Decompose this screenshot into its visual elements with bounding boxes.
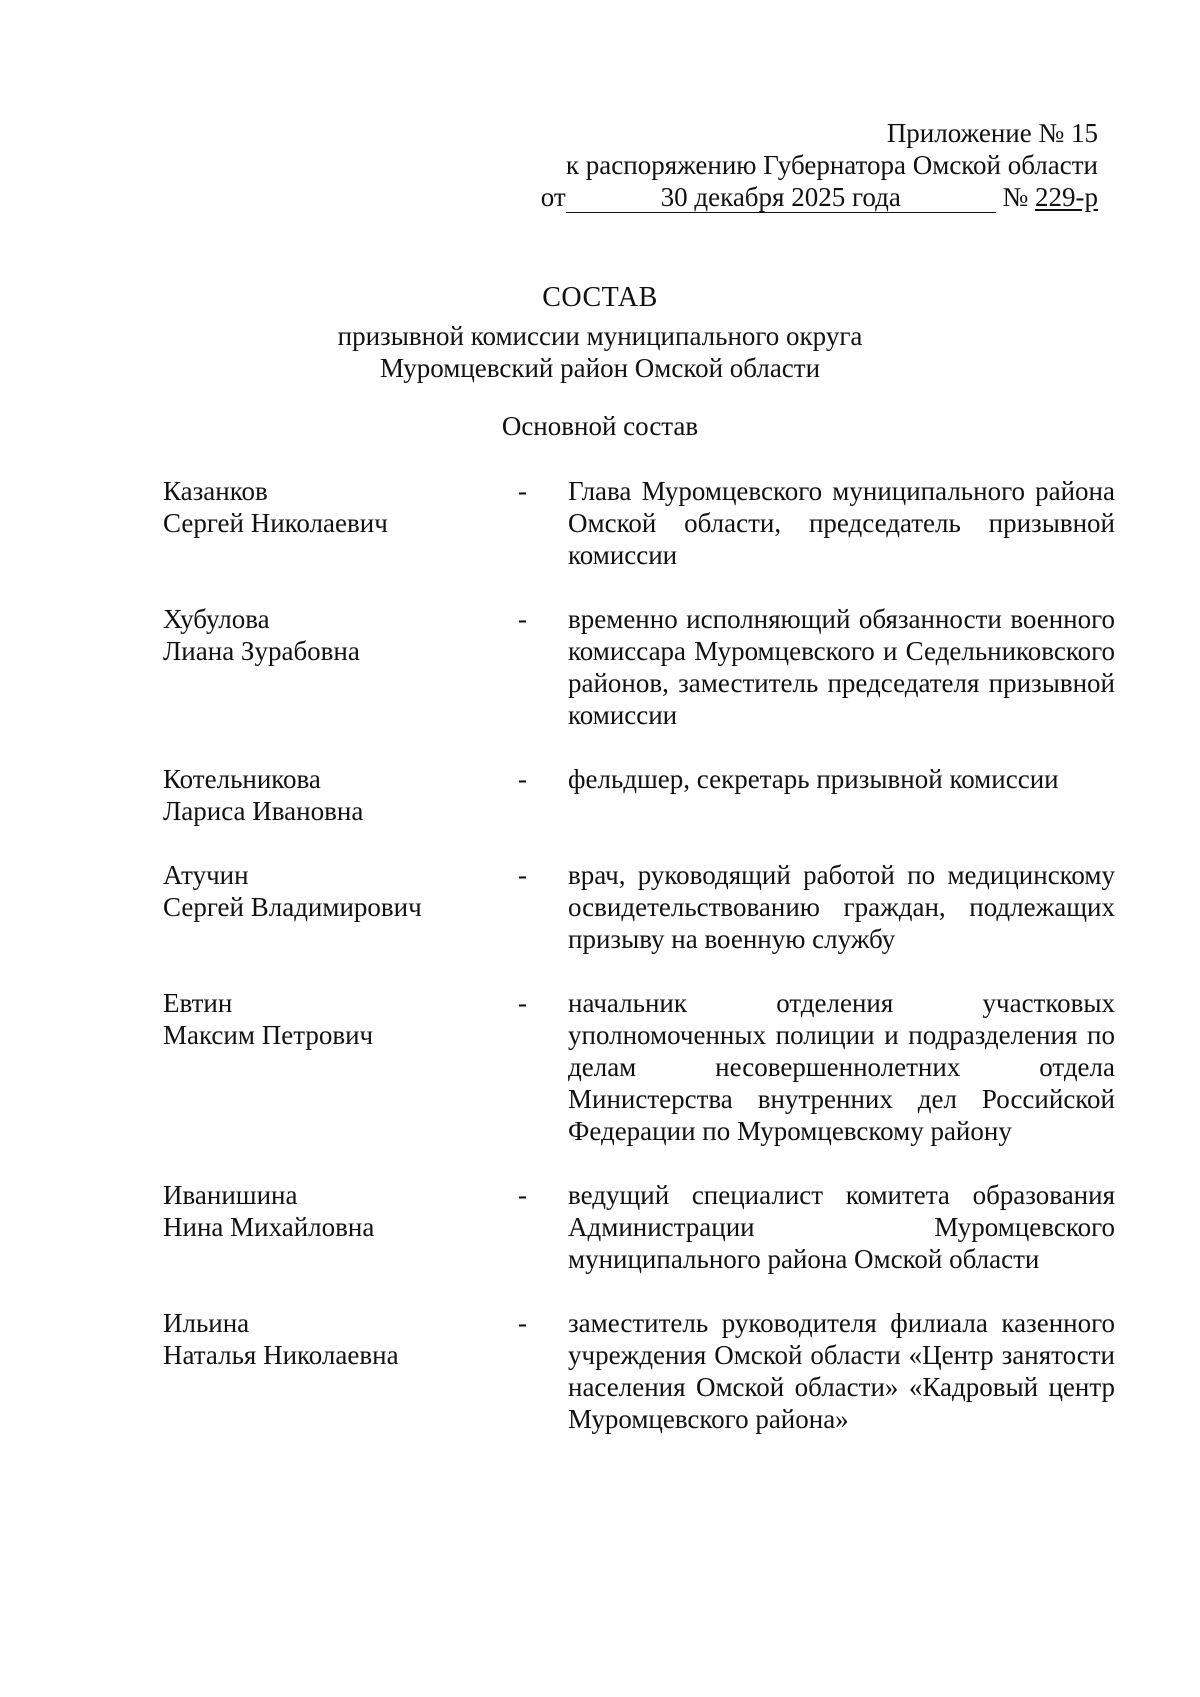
member-dash: -: [518, 764, 527, 794]
member-given-names: Лариса Ивановна: [163, 796, 364, 826]
member-name: [163, 475, 518, 571]
document-subtitle-line-1: призывной комиссии муниципального округа: [337, 321, 863, 351]
member-surname: Иванишина: [163, 1180, 298, 1210]
member-name: [163, 1307, 518, 1435]
appendix-date-line: [478, 181, 1098, 213]
member-role: заместитель руководителя филиала казенного учреждения Омской области «Центр занятости населения Омской области» «Кадровый центр Муромцевского района»: [568, 1308, 1115, 1434]
member-dash: -: [518, 476, 527, 506]
member-entry: [163, 763, 1123, 827]
member-dash: -: [518, 988, 527, 1018]
document-heading: [0, 282, 1200, 384]
member-dash: -: [518, 1308, 527, 1338]
member-name: [163, 1179, 518, 1275]
member-given-names: Наталья Николаевна: [163, 1340, 399, 1370]
member-entry: [163, 475, 1123, 571]
members-list: [163, 475, 1123, 1467]
appendix-number: Приложение № 15: [886, 118, 1098, 148]
member-role: врач, руководящий работой по медицинскому освидетельствованию граждан, подлежащих призыву на военную службу: [568, 860, 1115, 954]
member-dash: -: [518, 860, 527, 890]
member-given-names: Лиана Зурабовна: [163, 636, 360, 666]
member-role: фельдшер, секретарь призывной комиссии: [568, 764, 1059, 794]
member-given-names: Сергей Владимирович: [163, 892, 422, 922]
member-given-names: Максим Петрович: [163, 1020, 374, 1050]
member-given-names: Нина Михайловна: [163, 1212, 375, 1242]
member-dash: -: [518, 1180, 527, 1210]
member-role: Глава Муромцевского муниципального района Омской области, председатель призывной комиссии: [568, 476, 1115, 570]
member-surname: Атучин: [163, 860, 249, 890]
date-prefix: от: [540, 182, 566, 212]
number-prefix: №: [1002, 182, 1029, 212]
order-number: 229-р: [1035, 182, 1098, 212]
member-role: начальник отделения участковых уполномоченных полиции и подразделения по делам несовершеннолетних отдела Министерства внутренних дел Российской Федерации по Муромцевскому району: [568, 988, 1115, 1146]
appendix-header: [478, 117, 1098, 213]
member-dash: -: [518, 604, 527, 634]
member-name: [163, 987, 518, 1147]
member-entry: [163, 859, 1123, 955]
member-entry: [163, 1179, 1123, 1275]
member-surname: Хубулова: [163, 604, 270, 634]
order-date: 30 декабря 2025 года: [566, 182, 996, 213]
member-entry: [163, 603, 1123, 731]
document-title: СОСТАВ: [542, 282, 658, 313]
member-surname: Котельникова: [163, 764, 321, 794]
member-name: [163, 603, 518, 731]
member-surname: Казанков: [163, 476, 268, 506]
member-given-names: Сергей Николаевич: [163, 508, 388, 538]
section-title: Основной состав: [501, 411, 699, 441]
member-role: ведущий специалист комитета образования Администрации Муромцевского муниципального района Омской области: [568, 1180, 1115, 1274]
document-subtitle-line-2: Муромцевский район Омской области: [379, 353, 821, 383]
member-name: [163, 763, 518, 827]
member-surname: Ильина: [163, 1308, 250, 1338]
member-name: [163, 859, 518, 955]
member-entry: [163, 987, 1123, 1147]
appendix-order-reference: к распоряжению Губернатора Омской области: [565, 150, 1098, 180]
member-surname: Евтин: [163, 988, 233, 1018]
member-role: временно исполняющий обязанности военного комиссара Муромцевского и Седельниковского районов, заместитель председателя призывной комиссии: [568, 604, 1115, 730]
member-entry: [163, 1307, 1123, 1435]
